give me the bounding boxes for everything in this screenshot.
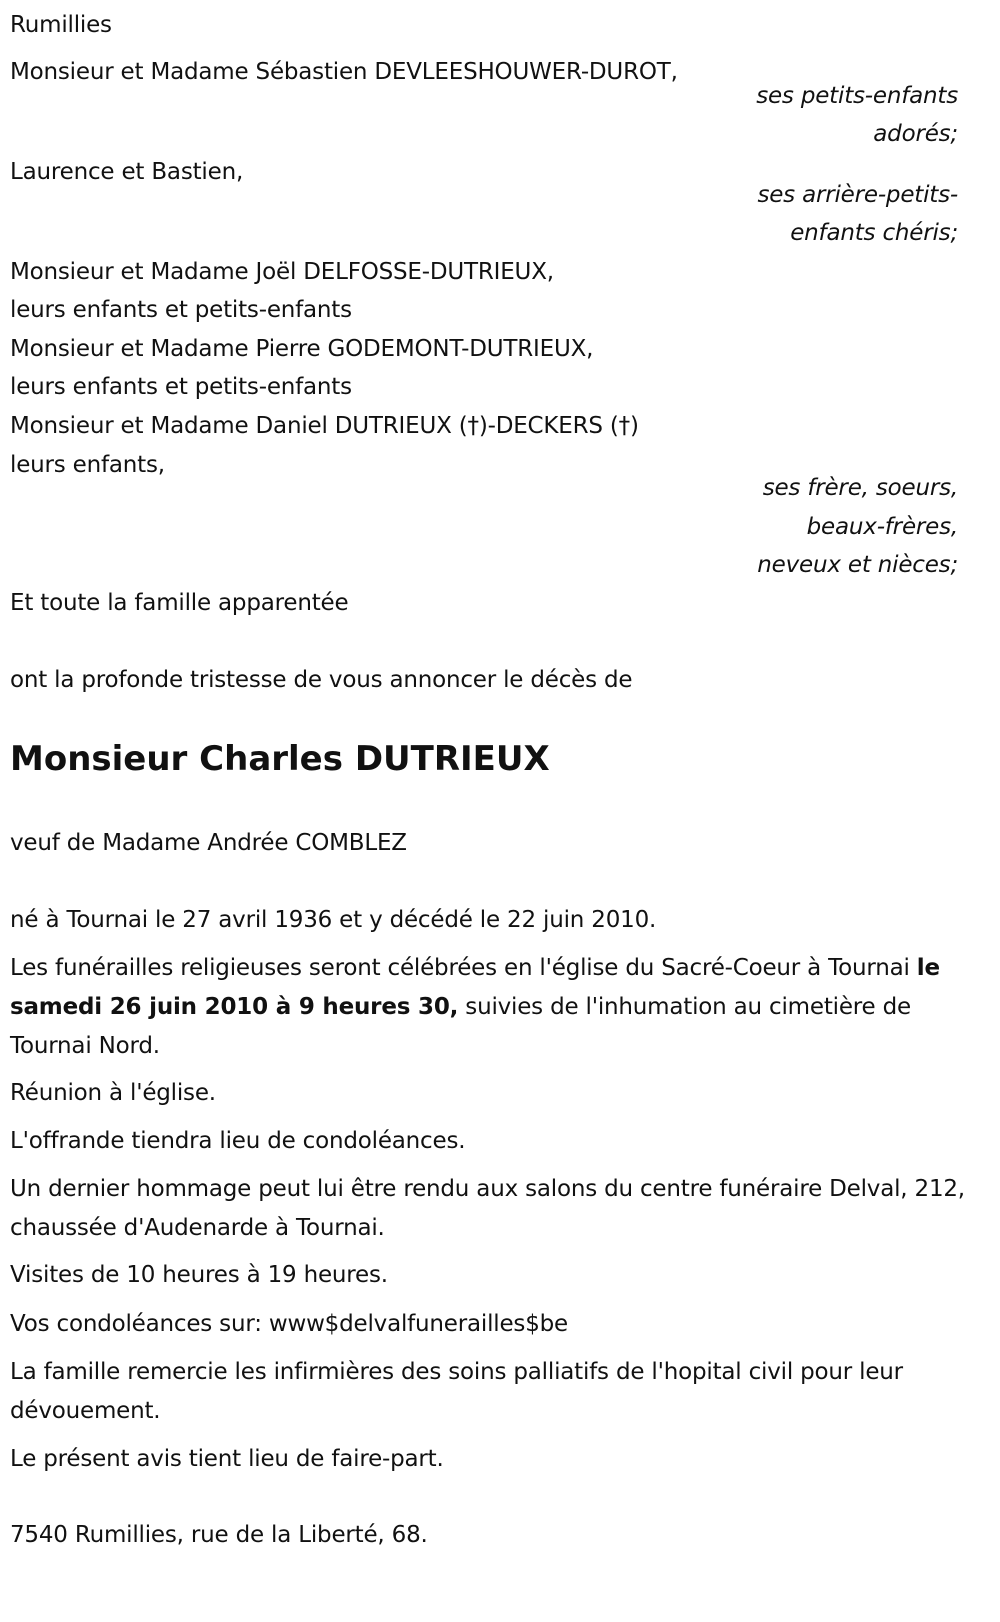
family-role-grandchildren-2: adorés; <box>873 121 958 147</box>
widower-of-text: veuf de Madame Andrée COMBLEZ <box>10 830 407 856</box>
family-great-grandchildren-line: Laurence et Bastien, <box>10 159 244 185</box>
visits-text: Visites de 10 heures à 19 heures. <box>10 1262 388 1288</box>
place-header: Rumillies <box>10 12 112 38</box>
faire-part-text: Le présent avis tient lieu de faire-part. <box>10 1446 444 1472</box>
meeting-text: Réunion à l'église. <box>10 1080 216 1106</box>
family-grandchildren-line: Monsieur et Madame Sébastien DEVLEESHOUWER-DUROT, <box>10 59 678 85</box>
family-role-great-grandchildren-2: enfants chéris; <box>790 220 958 246</box>
family-role-siblings-3: neveux et nièces; <box>757 552 958 578</box>
condolences-online-text: Vos condoléances sur: www$delvalfunerailles$be <box>10 1311 568 1337</box>
family-role-grandchildren-1: ses petits-enfants <box>756 83 958 109</box>
deceased-name-heading: Monsieur Charles DUTRIEUX <box>10 739 550 779</box>
thanks-text: La famille remercie les infirmières des soins palliatifs de l'hopital civil pour leur dévouement. <box>10 1359 903 1424</box>
family-sibling-line: Monsieur et Madame Joël DELFOSSE-DUTRIEUX, <box>10 259 554 285</box>
extended-family-line: Et toute la famille apparentée <box>10 590 349 616</box>
family-sibling-line: Monsieur et Madame Pierre GODEMONT-DUTRIEUX, <box>10 336 594 362</box>
funeral-text-before: Les funérailles religieuses seront célébrées en l'église du Sacré-Coeur à Tournai <box>10 955 917 981</box>
family-sibling-line: leurs enfants, <box>10 452 165 478</box>
funeral-date-time: le samedi 26 juin 2010 à 9 heures 30, <box>10 955 940 1020</box>
family-role-siblings-1: ses frère, soeurs, <box>762 475 958 501</box>
announcement-text: ont la profonde tristesse de vous annoncer le décès de <box>10 667 633 693</box>
funeral-text-after: suivies de l'inhumation au cimetière de Tournai Nord. <box>10 994 911 1059</box>
family-sibling-line: Monsieur et Madame Daniel DUTRIEUX (†)-DECKERS (†) <box>10 413 639 439</box>
family-role-great-grandchildren-1: ses arrière-petits- <box>757 182 958 208</box>
family-role-siblings-2: beaux-frères, <box>806 514 958 540</box>
birth-death-text: né à Tournai le 27 avril 1936 et y décédé le 22 juin 2010. <box>10 907 657 933</box>
address-text: 7540 Rumillies, rue de la Liberté, 68. <box>10 1522 428 1548</box>
tribute-text: Un dernier hommage peut lui être rendu aux salons du centre funéraire Delval, 212, chaussée d'Audenarde à Tournai. <box>10 1176 965 1241</box>
family-sibling-line: leurs enfants et petits-enfants <box>10 297 352 323</box>
funeral-details <box>10 949 985 1066</box>
offering-text: L'offrande tiendra lieu de condoléances. <box>10 1128 466 1154</box>
family-sibling-line: leurs enfants et petits-enfants <box>10 374 352 400</box>
